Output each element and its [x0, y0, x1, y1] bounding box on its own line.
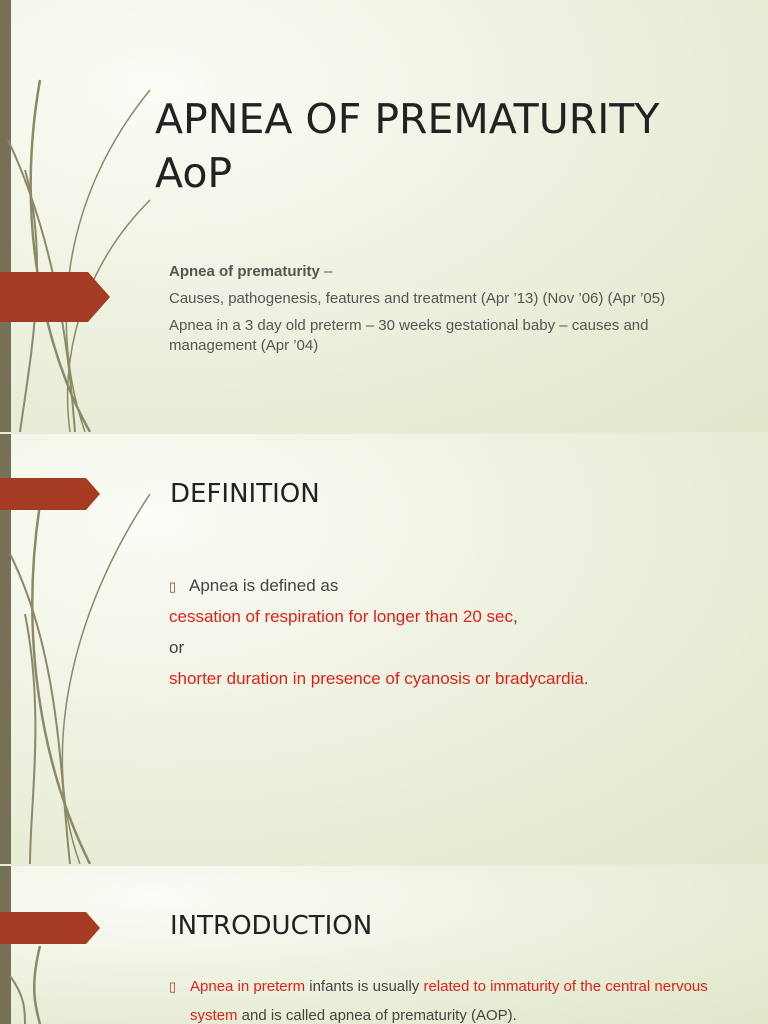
subtitle-dash: – [319, 263, 333, 280]
exam-question-2: Apnea in a 3 day old preterm – 30 weeks gestational baby – causes and management (Apr ’04) [169, 317, 649, 354]
square-bullet-icon: ▯ [169, 979, 177, 994]
title-body [169, 262, 729, 363]
slide-definition [0, 434, 768, 864]
accent-tab [0, 912, 102, 944]
definition-line-2 [169, 601, 749, 632]
subtitle-bold: Apnea of prematurity [169, 263, 320, 280]
section-title: INTRODUCTION [170, 911, 373, 941]
title-line-2: AoP [155, 149, 233, 197]
definition-line-3: or [169, 638, 185, 657]
definition-body [169, 570, 749, 694]
section-title: DEFINITION [170, 479, 320, 509]
definition-line-1 [169, 570, 749, 601]
square-bullet-icon: ▯ [169, 579, 177, 594]
title-line-1: APNEA OF PREMATURITY [155, 95, 660, 143]
introduction-body [169, 972, 709, 1024]
accent-tab [0, 272, 112, 322]
subtitle-line [169, 262, 729, 282]
slide-introduction [0, 866, 768, 1024]
intro-highlight-2: related to immaturity of the central nervous system [190, 978, 708, 1024]
punctuation: . [583, 669, 589, 688]
intro-text-1: infants is usually [305, 978, 424, 995]
accent-tab [0, 478, 102, 510]
page-title [155, 92, 659, 200]
introduction-text [190, 972, 709, 1024]
intro-highlight-1: Apnea in preterm [190, 978, 306, 995]
intro-text-2: and is called apnea of prematurity (AOP). [237, 1007, 517, 1024]
slide-title [0, 0, 768, 432]
definition-highlight-1: cessation of respiration for longer than 20 sec [169, 607, 513, 626]
exam-question-1: Causes, pathogenesis, features and treatment (Apr ’13) (Nov ’06) (Apr ’05) [169, 290, 666, 307]
punctuation: , [512, 607, 518, 626]
definition-highlight-2: shorter duration in presence of cyanosis or bradycardia [169, 669, 584, 688]
decorative-curves [0, 0, 200, 432]
definition-text: Apnea is defined as [189, 576, 339, 595]
definition-line-4 [169, 663, 749, 694]
